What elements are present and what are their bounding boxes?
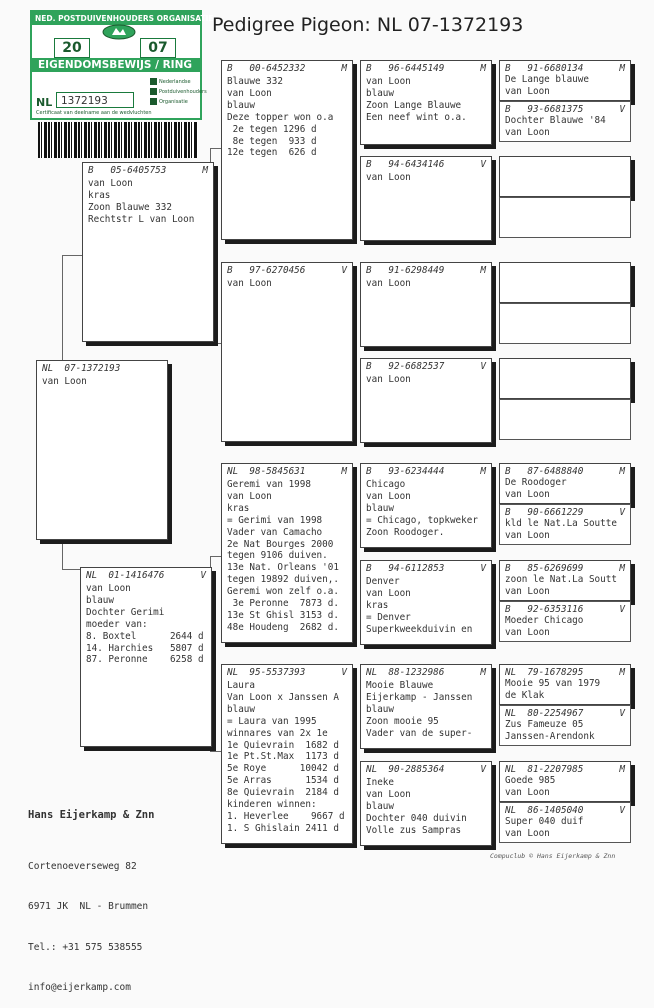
- gen4-card: NL 86-1405040 V Super 040 duif van Loon: [499, 802, 631, 843]
- ring-header: NL 90-2885364 V: [366, 764, 486, 775]
- card-body: van Loon kras Zoon Blauwe 332 Rechtstr L van Loon: [88, 178, 195, 225]
- ring-mark-1: Nederlandse: [150, 78, 191, 85]
- card-body: Blauwe 332 van Loon blauw Deze topper won o.a 2e tegen 1296 d 8e tegen 933 d 12e tegen 626 d: [227, 76, 334, 159]
- grandfather-maternal-card: [221, 463, 353, 643]
- card-body: van Loon: [42, 376, 87, 387]
- breeder-info: [28, 782, 154, 1008]
- gen4-card: NL 79-1678295 M Mooie 95 van 1979 de Klak: [499, 664, 631, 705]
- gen4-card-empty: [499, 197, 631, 238]
- ring-header: B 97-6270456 V: [227, 265, 347, 276]
- ring-mark-3: Organisatie: [150, 98, 188, 105]
- card-body: Chicago van Loon blauw = Chicago, topkweker Zoon Roodoger.: [366, 479, 478, 538]
- gen4-card-empty: [499, 262, 631, 303]
- great-grandparent-card: [360, 463, 492, 548]
- gen4-card-empty: [499, 399, 631, 440]
- gen4-card: B 92-6353116 V Moeder Chicago van Loon: [499, 601, 631, 642]
- connector-line: [62, 255, 63, 361]
- ring-number: 1372193: [56, 92, 134, 108]
- card-body: Mooie Blauwe Eijerkamp - Janssen blauw Zoon mooie 95 Vader van de super-: [366, 680, 473, 739]
- gen4-card: B 93-6681375 V Dochter Blauwe '84 van Loon: [499, 101, 631, 142]
- ring-header: NL 95-5537393 V: [227, 667, 347, 678]
- great-grandparent-card: [360, 761, 492, 846]
- ring-country: NL: [36, 96, 53, 109]
- great-grandparent-card: [360, 156, 492, 241]
- ring-header: NL 98-5845631 M: [227, 466, 347, 477]
- ring-header: B 94-6434146 V: [366, 159, 486, 170]
- ring-band-title: EIGENDOMSBEWIJS / RING: [32, 58, 200, 72]
- ring-header: B 94-6112853 V: [366, 563, 486, 574]
- great-grandparent-card: [360, 358, 492, 443]
- ring-certificate: [30, 10, 214, 120]
- grandfather-paternal-card: [221, 60, 353, 240]
- ring-header: NL 88-1232986 M: [366, 667, 486, 678]
- ring-header: B 05-6405753 M: [88, 165, 208, 176]
- gen4-card-empty: [499, 358, 631, 399]
- father-card: [82, 162, 214, 342]
- breeder-city: 6971 JK NL - Brummen: [28, 901, 149, 912]
- connector-line: [62, 255, 84, 256]
- barcode: [38, 122, 198, 158]
- card-body: Geremi van 1998 van Loon kras = Gerimi van 1998 Vader van Camacho 2e Nat Bourges 2000 tegen 9106 duiven. 13e Nat. Orleans '01 tegen 19892 duiven,. Geremi won zelf o.a. 3e Peronne 7873 d. 13e St Ghisl 3153 d. 48e Houdeng 2682 d.: [227, 479, 339, 633]
- gen4-card: B 91-6680134 M De Lange blauwe van Loon: [499, 60, 631, 101]
- ring-mark-2: Postduivenhouders: [150, 88, 207, 95]
- card-body: van Loon: [366, 374, 411, 385]
- ring-year-left: 20: [54, 38, 90, 58]
- card-body: van Loon: [366, 278, 411, 289]
- card-body: Laura Van Loon x Janssen A blauw = Laura van 1995 winnares van 2x 1e 1e Quievrain 1682 d 1e Pt.St.Max 1173 d 5e Roye 10042 d 5e Arras 1534 d 8e Quievrain 2184 d kinderen winnen: 1. Heverlee 9667 d 1. S Ghislain 2411 d: [227, 680, 345, 834]
- ring-organisation: NED. POSTDUIVENHOUDERS ORGANISATIE: [32, 12, 200, 25]
- card-body: van Loon: [366, 172, 411, 183]
- grandmother-maternal-card: [221, 664, 353, 844]
- page-title: Pedigree Pigeon: NL 07-1372193: [212, 14, 524, 36]
- ring-header: B 93-6234444 M: [366, 466, 486, 477]
- gen4-card: NL 81-2207985 M Goede 985 van Loon: [499, 761, 631, 802]
- lion-emblem-icon: [102, 24, 136, 40]
- card-body: van Loon: [227, 278, 272, 289]
- mother-card: [80, 567, 212, 747]
- gen4-card-empty: [499, 303, 631, 344]
- card-body: Denver van Loon kras = Denver Superkweekduivin en: [366, 576, 473, 635]
- ring-header: NL 07-1372193: [42, 363, 121, 374]
- great-grandparent-card: [360, 664, 492, 749]
- footer-credit: Compuclub © Hans Eijerkamp & Znn: [490, 852, 616, 860]
- ring-cert-text: Certificaat van deelname aan de wedvluchten: [36, 110, 152, 116]
- great-grandparent-card: [360, 60, 492, 145]
- great-grandparent-card: [360, 560, 492, 645]
- gen4-card-empty: [499, 156, 631, 197]
- gen4-card: NL 80-2254967 V Zus Fameuze 05 Janssen-Arendonk: [499, 705, 631, 746]
- ring-header: NL 01-1416476 V: [86, 570, 206, 581]
- ring-header: B 96-6445149 M: [366, 63, 486, 74]
- gen4-card: B 87-6488840 M De Roodoger van Loon: [499, 463, 631, 504]
- ring-header: B 91-6298449 M: [366, 265, 486, 276]
- gen4-card: B 90-6661229 V kld le Nat.La Soutte van Loon: [499, 504, 631, 545]
- grandmother-paternal-card: [221, 262, 353, 442]
- ring-year-right: 07: [140, 38, 176, 58]
- ring-header: B 92-6682537 V: [366, 361, 486, 372]
- breeder-phone: Tel.: +31 575 538555: [28, 941, 143, 953]
- ring-header: B 00-6452332 M: [227, 63, 347, 74]
- gen4-card: B 85-6269699 M zoon le Nat.La Soutt van Loon: [499, 560, 631, 601]
- card-body: van Loon blauw Zoon Lange Blauwe Een neef wint o.a.: [366, 76, 467, 123]
- breeder-street: Cortenoeverseweg 82: [28, 860, 137, 872]
- card-body: Ineke van Loon blauw Dochter 040 duivin Volle zus Sampras: [366, 777, 467, 836]
- breeder-name: Hans Eijerkamp & Znn: [28, 809, 155, 821]
- connector-line: [62, 569, 82, 570]
- breeder-email[interactable]: info@eijerkamp.com: [28, 982, 131, 993]
- subject-card: [36, 360, 168, 540]
- great-grandparent-card: [360, 262, 492, 347]
- card-body: van Loon blauw Dochter Gerimi moeder van: 8. Boxtel 2644 d 14. Harchies 5807 d 87. Peronne 6258 d: [86, 583, 204, 666]
